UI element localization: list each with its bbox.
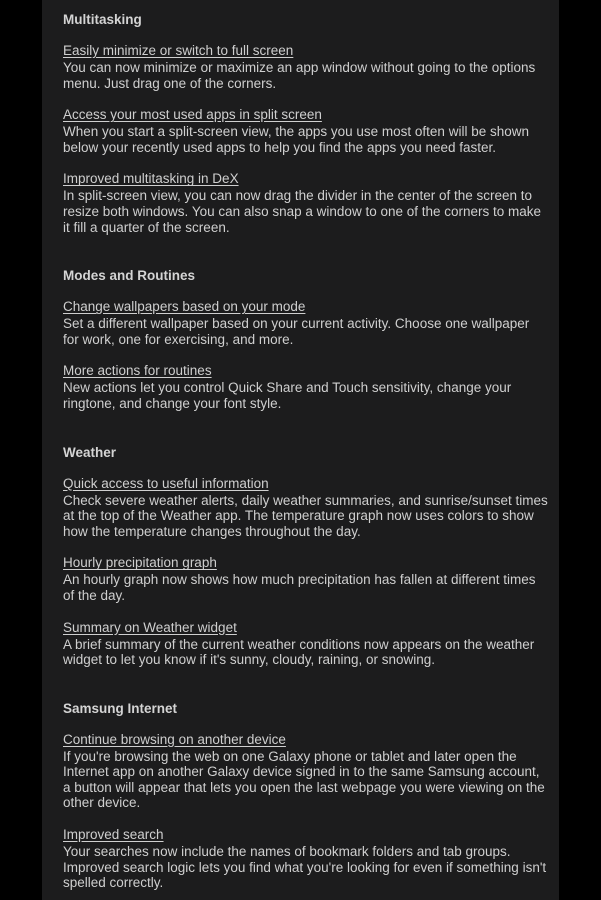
feature-item — [63, 475, 559, 540]
feature-title-link[interactable]: Summary on Weather widget — [63, 619, 237, 635]
feature-description: New actions let you control Quick Share and Touch sensitivity, change your ringtone, and change your font style. — [63, 380, 512, 411]
feature-item — [63, 619, 559, 668]
feature-item — [63, 362, 559, 411]
feature-description: In split-screen view, you can now drag the divider in the center of the screen to resize both windows. You can also snap a window to one of the corners to make it fill a quarter of the screen. — [63, 188, 542, 235]
feature-title-link[interactable]: Easily minimize or switch to full screen — [63, 43, 294, 58]
section-multitasking — [63, 10, 559, 235]
feature-description: When you start a split-screen view, the apps you use most often will be shown below your recently used apps to help you find the apps you need faster. — [63, 124, 529, 155]
feature-item — [63, 826, 559, 891]
feature-description: Set a different wallpaper based on your current activity. Choose one wallpaper for work, one for exercising, and more. — [63, 316, 530, 347]
feature-title-link[interactable]: Continue browsing on another device — [63, 731, 286, 747]
feature-title-link[interactable]: Change wallpapers based on your mode — [63, 299, 306, 315]
feature-item — [63, 42, 559, 91]
feature-item — [63, 298, 559, 347]
section-title: Modes and Routines — [63, 268, 196, 284]
section-title: Samsung Internet — [63, 700, 178, 716]
feature-item — [63, 554, 559, 603]
feature-description: If you're browsing the web on one Galaxy phone or tablet and later open the Internet app on another Galaxy device signed in to the same Samsung account, a button will appear that lets you open the last webpage you were viewing on the other device. — [63, 748, 545, 811]
feature-title-link[interactable]: Access your most used apps in split screen — [63, 107, 322, 123]
release-notes-panel — [42, 0, 559, 900]
feature-title-link[interactable]: Improved multitasking in DeX — [63, 171, 239, 187]
feature-description: A brief summary of the current weather conditions now appears on the weather widget to let you know if it's sunny, cloudy, raining, or snowing. — [63, 636, 535, 668]
section-weather — [63, 443, 559, 668]
feature-title-link[interactable]: Improved search — [63, 827, 164, 843]
section-modes-and-routines — [63, 266, 559, 411]
feature-title-link[interactable]: Quick access to useful information — [63, 475, 269, 491]
feature-item — [63, 170, 559, 235]
section-samsung-internet — [63, 699, 559, 891]
feature-description: An hourly graph now shows how much precipitation has fallen at different times of the day. — [63, 572, 536, 603]
section-title: Multitasking — [63, 12, 142, 27]
feature-description: Check severe weather alerts, daily weather summaries, and sunrise/sunset times at the top of the Weather app. The temperature graph now uses colors to show how the temperature changes throughout the day. — [63, 492, 548, 539]
feature-description: Your searches now include the names of bookmark folders and tab groups. Improved search logic lets you find what you're looking for even if something isn't spelled correctly. — [63, 844, 547, 891]
section-title: Weather — [63, 444, 117, 460]
feature-title-link[interactable]: More actions for routines — [63, 363, 212, 379]
feature-item — [63, 731, 559, 811]
feature-item — [63, 106, 559, 155]
feature-description: You can now minimize or maximize an app window without going to the options menu. Just drag one of the corners. — [63, 60, 536, 91]
feature-title-link[interactable]: Hourly precipitation graph — [63, 555, 217, 571]
